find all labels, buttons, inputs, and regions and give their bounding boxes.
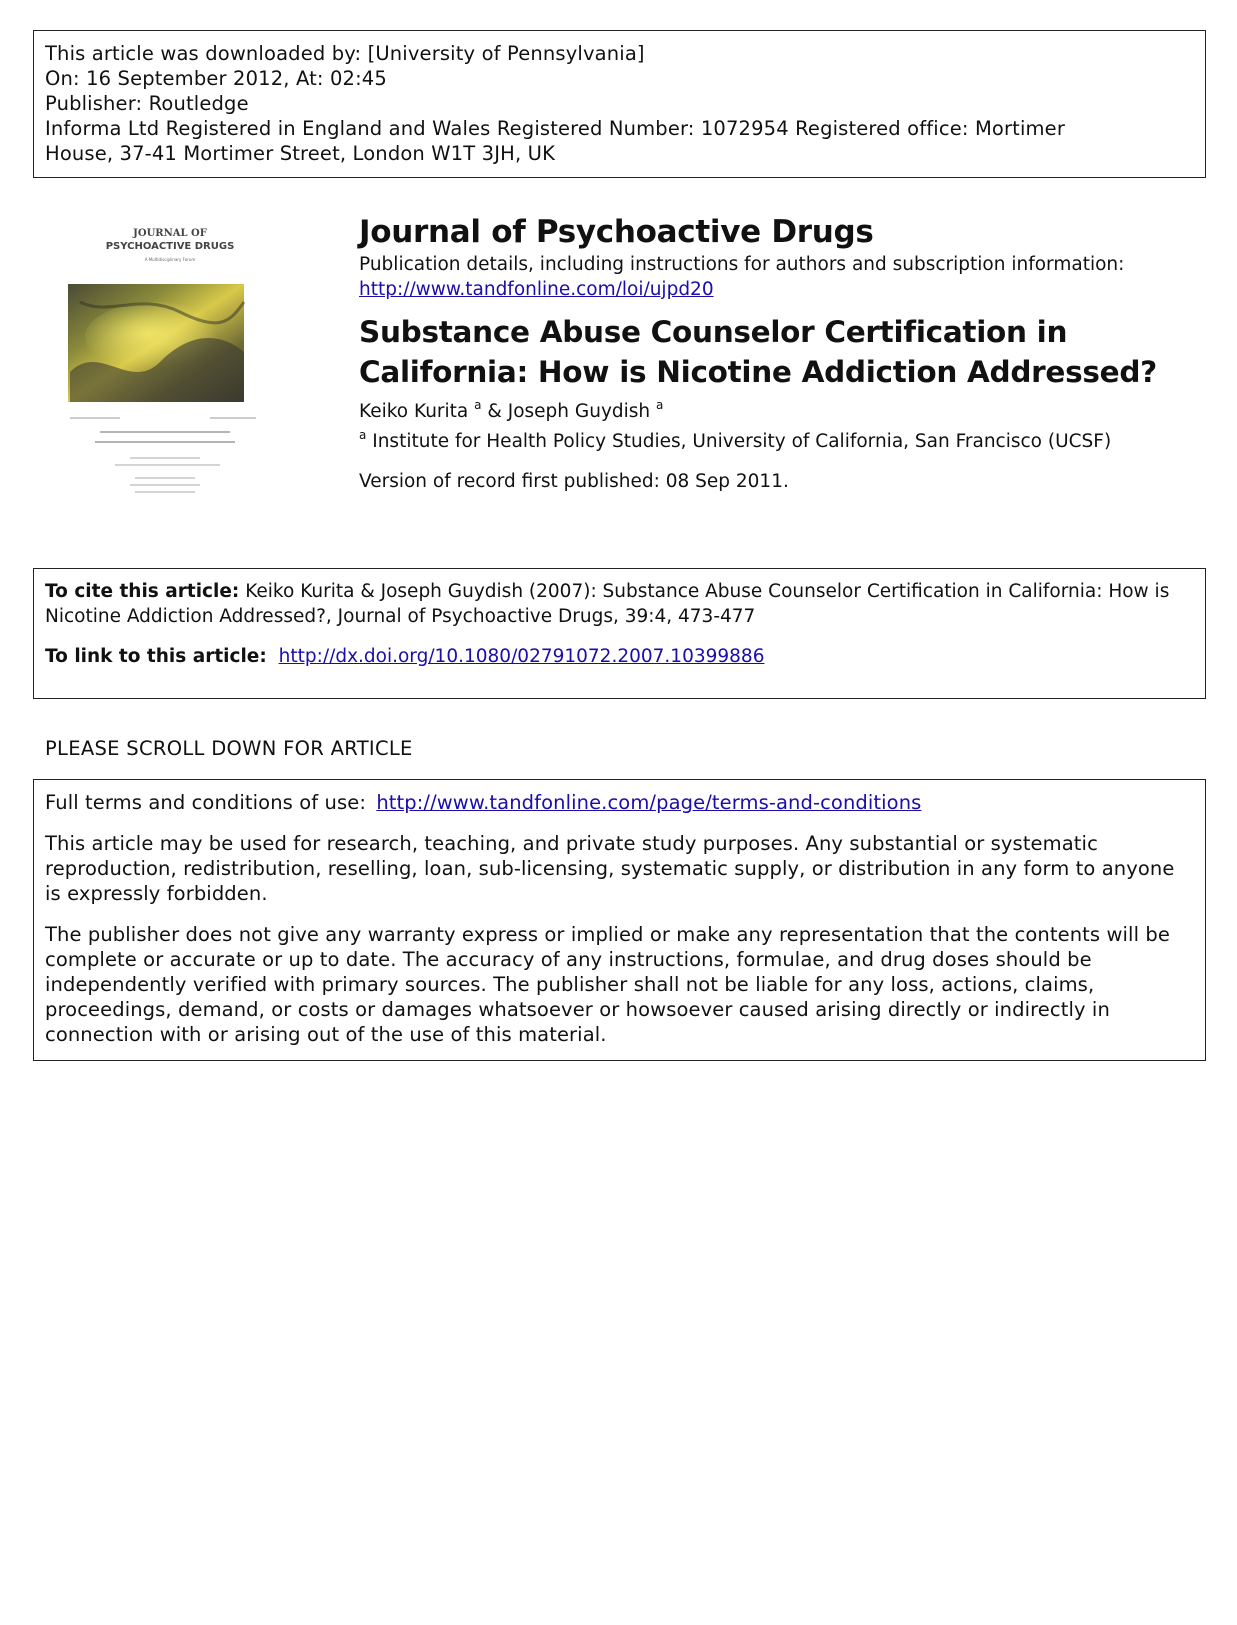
affiliation-marker: a xyxy=(656,398,664,412)
cover-title-line2: PSYCHOACTIVE DRUGS xyxy=(105,241,235,252)
affiliation-line xyxy=(359,429,1209,454)
doi-link[interactable]: http://dx.doi.org/10.1080/02791072.2007.10399886 xyxy=(278,646,765,667)
author-name: Keiko Kurita xyxy=(359,401,469,422)
article-link-line xyxy=(45,644,1194,669)
journal-cover-illustration xyxy=(60,222,270,512)
version-of-record: Version of record first published: 08 Sep 2011. xyxy=(359,471,789,492)
publication-details: Publication details, including instructions for authors and subscription information: xyxy=(359,254,1125,275)
cite-body: Keiko Kurita & Joseph Guydish (2007): Substance Abuse Counselor Certification in California: How is Nicotine Addiction Addressed?, Journal of Psychoactive Drugs, 39:4, 473-477 xyxy=(45,581,1170,627)
author-separator: & xyxy=(487,401,502,422)
cover-title-line1: JOURNAL OF xyxy=(133,228,207,239)
article-title-line2: California: How is Nicotine Addiction Addressed? xyxy=(359,355,1157,389)
terms-box xyxy=(33,779,1206,1061)
terms-paragraph-usage: This article may be used for research, teaching, and private study purposes. Any substantial or systematic reproduction, redistribution, reselling, loan, sub-licensing, systematic supply, or distribution in any form to anyone is expressly forbidden. xyxy=(45,832,1175,905)
download-notice-box xyxy=(33,30,1206,178)
affiliation-marker: a xyxy=(474,398,482,412)
cover-subtitle: A Multidisciplinary Forum xyxy=(144,257,196,262)
terms-link-line xyxy=(45,790,1194,815)
journal-title: Journal of Psychoactive Drugs xyxy=(359,214,874,250)
citation-text xyxy=(45,579,1194,629)
registration-line: Informa Ltd Registered in England and Wales Registered Number: 1072954 Registered office: Mortimer xyxy=(45,117,1065,140)
download-date-line: On: 16 September 2012, At: 02:45 xyxy=(45,67,387,90)
journal-cover-image xyxy=(60,222,270,512)
author-name: Joseph Guydish xyxy=(507,401,651,422)
affiliation-text: Institute for Health Policy Studies, University of California, San Francisco (UCSF) xyxy=(372,431,1112,452)
download-notice-line: This article was downloaded by: [University of Pennsylvania] xyxy=(45,42,645,65)
article-title xyxy=(359,312,1209,392)
terms-link[interactable]: http://www.tandfonline.com/page/terms-and-conditions xyxy=(376,791,922,814)
terms-label: Full terms and conditions of use: xyxy=(45,791,366,814)
article-header xyxy=(359,212,1209,494)
affiliation-marker: a xyxy=(359,428,367,442)
link-label: To link to this article: xyxy=(45,646,267,667)
journal-url-link[interactable]: http://www.tandfonline.com/loi/ujpd20 xyxy=(359,279,714,300)
citation-box xyxy=(33,568,1206,699)
terms-paragraph-warranty: The publisher does not give any warranty express or implied or make any representation that the contents will be complete or accurate or up to date. The accuracy of any instructions, formulae, and drug doses should be independently verified with primary sources. The publisher shall not be liable for any loss, actions, claims, proceedings, demand, or costs or damages whatsoever or howsoever caused arising directly or indirectly in connection with or arising out of the use of this material. xyxy=(45,923,1170,1046)
address-line: House, 37-41 Mortimer Street, London W1T 3JH, UK xyxy=(45,142,556,165)
publisher-line: Publisher: Routledge xyxy=(45,92,249,115)
cite-label: To cite this article: xyxy=(45,581,240,602)
scroll-down-note: PLEASE SCROLL DOWN FOR ARTICLE xyxy=(45,737,413,760)
authors-line xyxy=(359,399,1209,424)
article-title-line1: Substance Abuse Counselor Certification in xyxy=(359,315,1068,349)
